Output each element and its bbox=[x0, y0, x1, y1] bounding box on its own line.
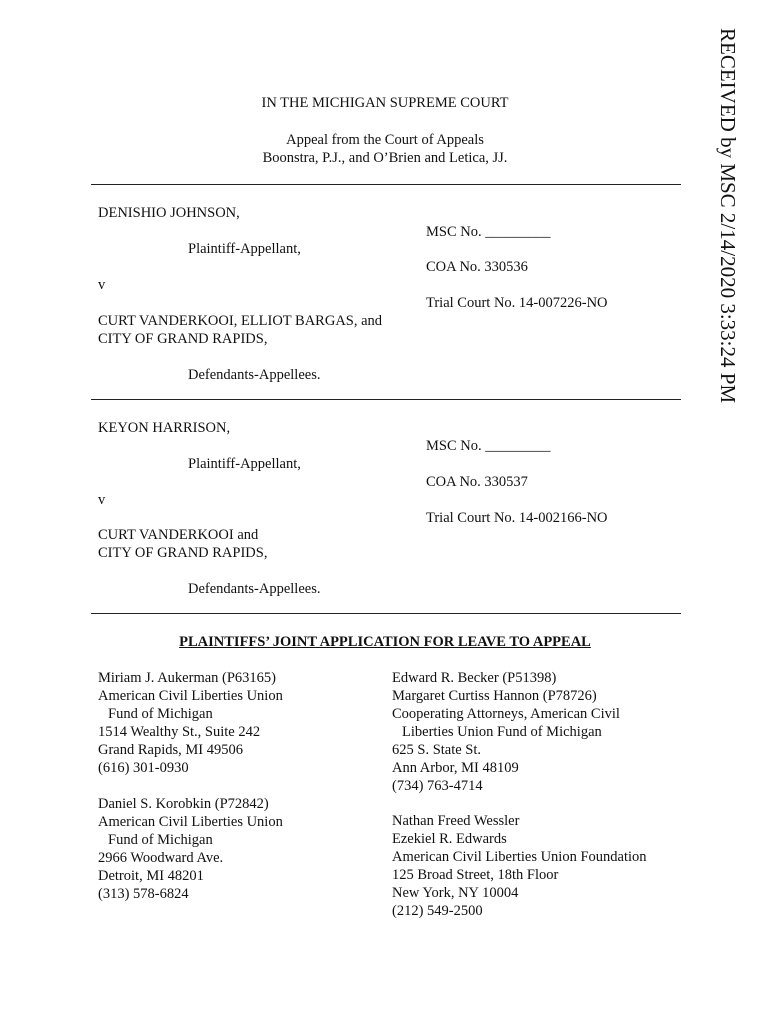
divider-middle bbox=[91, 399, 681, 400]
counsel-line: 2966 Woodward Ave. bbox=[98, 850, 224, 866]
counsel-line: Margaret Curtiss Hannon (P78726) bbox=[392, 688, 597, 704]
counsel-line: (313) 578-6824 bbox=[98, 886, 189, 902]
case2-defendants-role: Defendants-Appellees. bbox=[188, 581, 321, 597]
document-title: PLAINTIFFS’ JOINT APPLICATION FOR LEAVE TO APPEAL bbox=[179, 634, 591, 650]
counsel-line: Fund of Michigan bbox=[108, 832, 213, 848]
counsel-line: Detroit, MI 48201 bbox=[98, 868, 204, 884]
case2-defendants-line2: CITY OF GRAND RAPIDS, bbox=[98, 545, 268, 561]
case2-msc-number: MSC No. _________ bbox=[426, 438, 551, 454]
counsel-line: American Civil Liberties Union bbox=[98, 814, 283, 830]
counsel-line: Grand Rapids, MI 49506 bbox=[98, 742, 243, 758]
counsel-line: Fund of Michigan bbox=[108, 706, 213, 722]
case1-trial-number: Trial Court No. 14-007226-NO bbox=[426, 295, 608, 311]
case1-defendants-line2: CITY OF GRAND RAPIDS, bbox=[98, 331, 268, 347]
counsel-line: Miriam J. Aukerman (P63165) bbox=[98, 670, 277, 686]
case2-defendants-line1: CURT VANDERKOOI and bbox=[98, 527, 259, 543]
counsel-block-wessler bbox=[392, 812, 647, 920]
case1-defendants-line1: CURT VANDERKOOI, ELLIOT BARGAS, and bbox=[98, 313, 383, 329]
counsel-line: Daniel S. Korobkin (P72842) bbox=[98, 796, 269, 812]
case1-defendants-role: Defendants-Appellees. bbox=[188, 367, 321, 383]
counsel-line: 625 S. State St. bbox=[392, 742, 482, 758]
court-name: IN THE MICHIGAN SUPREME COURT bbox=[261, 95, 509, 111]
case2-plaintiff: KEYON HARRISON, bbox=[98, 420, 231, 436]
case1-coa-number: COA No. 330536 bbox=[426, 259, 528, 275]
counsel-line: American Civil Liberties Union Foundation bbox=[392, 849, 647, 865]
case1-plaintiff: DENISHIO JOHNSON, bbox=[98, 205, 240, 221]
counsel-line: 125 Broad Street, 18th Floor bbox=[392, 867, 559, 883]
counsel-line: (212) 549-2500 bbox=[392, 903, 483, 919]
case2-versus: v bbox=[98, 492, 106, 508]
counsel-line: Ezekiel R. Edwards bbox=[392, 831, 507, 847]
counsel-line: (734) 763-4714 bbox=[392, 778, 483, 794]
counsel-block-aukerman bbox=[98, 669, 283, 777]
counsel-line: Ann Arbor, MI 48109 bbox=[392, 760, 519, 776]
counsel-line: Edward R. Becker (P51398) bbox=[392, 670, 557, 686]
counsel-line: 1514 Wealthy St., Suite 242 bbox=[98, 724, 261, 740]
appeal-from: Appeal from the Court of Appeals bbox=[286, 132, 484, 148]
case2-plaintiff-role: Plaintiff-Appellant, bbox=[188, 456, 301, 472]
case1-msc-number: MSC No. _________ bbox=[426, 224, 551, 240]
counsel-line: New York, NY 10004 bbox=[392, 885, 519, 901]
counsel-line: Liberties Union Fund of Michigan bbox=[402, 724, 602, 740]
case1-versus: v bbox=[98, 277, 106, 293]
counsel-line: (616) 301-0930 bbox=[98, 760, 189, 776]
counsel-line: Cooperating Attorneys, American Civil bbox=[392, 706, 620, 722]
counsel-block-becker bbox=[392, 669, 620, 795]
divider-bottom bbox=[91, 613, 681, 614]
panel-judges: Boonstra, P.J., and O’Brien and Letica, JJ. bbox=[262, 150, 508, 166]
case2-coa-number: COA No. 330537 bbox=[426, 474, 528, 490]
received-stamp: RECEIVED by MSC 2/14/2020 3:33:24 PM bbox=[716, 28, 740, 404]
case2-trial-number: Trial Court No. 14-002166-NO bbox=[426, 510, 608, 526]
counsel-line: American Civil Liberties Union bbox=[98, 688, 283, 704]
counsel-line: Nathan Freed Wessler bbox=[392, 813, 520, 829]
case1-plaintiff-role: Plaintiff-Appellant, bbox=[188, 241, 301, 257]
counsel-block-korobkin bbox=[98, 795, 283, 903]
divider-top bbox=[91, 184, 681, 185]
